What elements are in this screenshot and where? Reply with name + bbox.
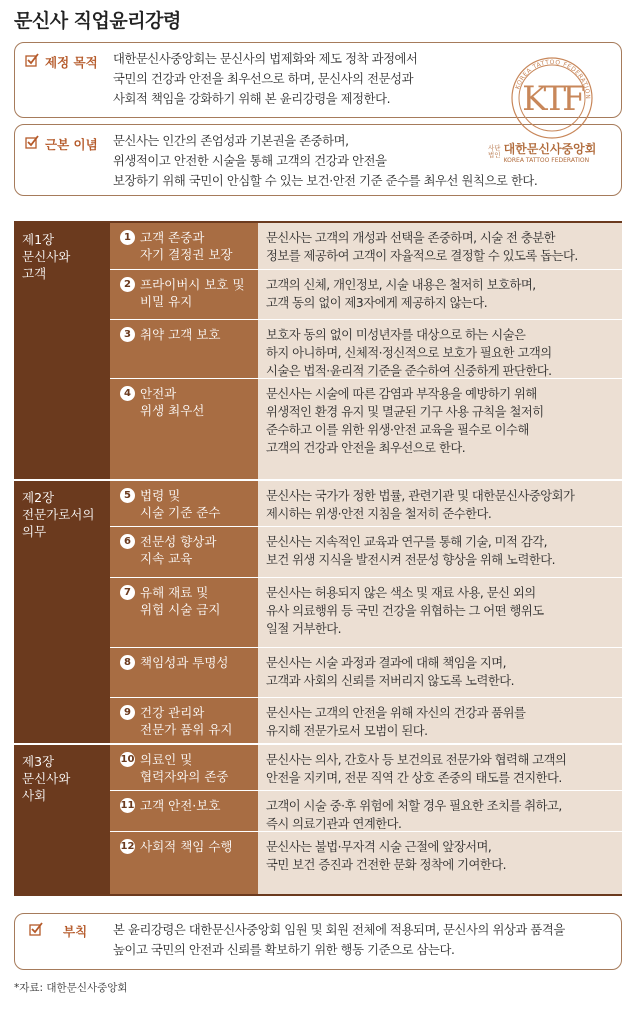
checkbox-check-icon [25, 53, 39, 67]
article-description: 문신사는 의사, 간호사 등 보건의료 전문가와 협력해 고객의 안전을 지키며, 전문 직역 간 상호 존중의 태도를 견지한다. [258, 745, 622, 790]
article-title: 9 건강 관리와 전문가 품위 유지 [110, 698, 258, 743]
article-description: 고객의 신체, 개인정보, 시술 내용은 철저히 보호하며, 고객 동의 없이 제3자에게 제공하지 않는다. [258, 270, 622, 319]
supplement-text: 본 윤리강령은 대한문신사중앙회 임원 및 회원 전체에 적용되며, 문신사의 위상과 품격을 높이고 국민의 안전과 신뢰를 확보하기 위한 행동 기준으로 삼는다. [113, 923, 565, 957]
article-row [110, 270, 622, 319]
principle-label: 근본 이념 [25, 135, 98, 153]
article-title: 4 안전과 위생 최우선 [110, 379, 258, 479]
article-description: 문신사는 고객의 안전을 위해 자신의 건강과 품위를 유지해 전문가로서 모범이 된다. [258, 698, 622, 743]
svg-text:KOREA TATTOO FEDERATION: KOREA TATTOO FEDERATION [514, 58, 592, 100]
principle-text: 문신사는 인간의 존엄성과 기본권을 존중하며, 위생적이고 안전한 시술을 통해 고객의 건강과 안전을 보장하기 위해 국민이 안심할 수 있는 보건·안전 기준 준수를 최우선 원칙으로 한다. [113, 134, 538, 188]
checkbox-check-icon [25, 135, 39, 149]
article-title: 2 프라이버시 보호 및 비밀 유지 [110, 270, 258, 319]
chapter-1: 제1장 문신사와 고객 [14, 223, 110, 479]
article-row [110, 527, 622, 577]
chapter-2: 제2장 전문가로서의 의무 [14, 481, 110, 743]
supplement-label: 부칙 [29, 922, 87, 940]
article-description: 문신사는 국가가 정한 법률, 관련기관 및 대한문신사중앙회가 제시하는 위생·안전 지침을 철저히 준수한다. [258, 481, 622, 526]
article-row [110, 745, 622, 790]
article-description: 문신사는 시술 과정과 결과에 대해 책임을 지며, 고객과 사회의 신뢰를 저버리지 않도록 노력한다. [258, 648, 622, 697]
article-title: 7 유해 재료 및 위험 시술 금지 [110, 578, 258, 647]
logo-org-name: 사단 법인 대한문신사중앙회 KOREA TATTOO FEDERATION [488, 142, 597, 164]
article-number-badge: 7 [120, 585, 135, 600]
ethics-table [14, 221, 622, 896]
article-number-badge: 11 [120, 800, 135, 811]
article-number-badge: 3 [120, 327, 135, 342]
article-row [110, 481, 622, 526]
article-number-badge: 10 [120, 754, 135, 765]
article-number-badge: 2 [120, 277, 135, 292]
article-title: 10 의료인 및 협력자와의 존중 [110, 745, 258, 790]
article-title: 5 법령 및 시술 기준 준수 [110, 481, 258, 526]
article-number-badge: 8 [120, 655, 135, 670]
article-number-badge: 6 [120, 534, 135, 549]
article-description: 문신사는 시술에 따른 감염과 부작용을 예방하기 위해 위생적인 환경 유지 및 멸균된 기구 사용 규칙을 철저히 준수하고 이를 위한 위생·안전 교육을 필수로 이수해 고객의 건강과 안전을 최우선으로 한다. [258, 379, 622, 479]
article-title: 11 고객 안전·보호 [110, 791, 258, 831]
source-note: *자료: 대한문신사중앙회 [14, 982, 128, 994]
supplement-box [14, 913, 622, 970]
article-description: 문신사는 지속적인 교육과 연구를 통해 기술, 미적 감각, 보건 위생 지식을 발전시켜 전문성 향상을 위해 노력한다. [258, 527, 622, 577]
purpose-label: 제정 목적 [25, 53, 98, 71]
article-row [110, 648, 622, 697]
article-number-badge: 5 [120, 488, 135, 503]
article-description: 고객이 시술 중·후 위험에 처할 경우 필요한 조치를 취하고, 즉시 의료기관과 연계한다. [258, 791, 622, 831]
article-row [110, 379, 622, 479]
article-title: 8 책임성과 투명성 [110, 648, 258, 697]
page-title: 문신사 직업윤리강령 [14, 10, 181, 32]
article-title: 6 전문성 향상과 지속 교육 [110, 527, 258, 577]
article-description: 보호자 동의 없이 미성년자를 대상으로 하는 시술은 하지 아니하며, 신체적·정신적으로 보호가 필요한 고객의 시술은 법적·윤리적 기준을 준수하여 신중하게 판단한다. [258, 320, 622, 378]
article-description: 문신사는 불법·무자격 시술 근절에 앞장서며, 국민 보건 증진과 건전한 문화 정착에 기여한다. [258, 832, 622, 894]
article-row [110, 791, 622, 831]
article-title: 3 취약 고객 보호 [110, 320, 258, 378]
article-description: 문신사는 고객의 개성과 선택을 존중하며, 시술 전 충분한 정보를 제공하여 고객이 자율적으로 결정할 수 있도록 돕는다. [258, 223, 622, 269]
article-row [110, 578, 622, 647]
article-row [110, 832, 622, 894]
ktf-emblem-icon [488, 52, 616, 144]
ktf-logo [488, 52, 616, 162]
article-number-badge: 9 [120, 705, 135, 720]
article-description: 문신사는 허용되지 않은 색소 및 재료 사용, 문신 외의 유사 의료행위 등 국민 건강을 위협하는 그 어떤 행위도 일절 거부한다. [258, 578, 622, 647]
article-number-badge: 12 [120, 841, 135, 852]
article-title: 1 고객 존중과 자기 결정권 보장 [110, 223, 258, 269]
checkbox-check-icon [29, 922, 43, 936]
article-number-badge: 1 [120, 230, 135, 245]
article-row [110, 698, 622, 743]
article-number-badge: 4 [120, 386, 135, 401]
chapter-3: 제3장 문신사와 사회 [14, 745, 110, 894]
article-row [110, 320, 622, 378]
article-title: 12 사회적 책임 수행 [110, 832, 258, 894]
svg-text:KTF: KTF [522, 79, 582, 119]
purpose-text: 대한문신사중앙회는 문신사의 법제화와 제도 정착 과정에서 국민의 건강과 안전을 최우선으로 하며, 문신사의 전문성과 사회적 책임을 강화하기 위해 본 윤리강령을 제정한다. [113, 52, 418, 106]
article-row [110, 223, 622, 269]
